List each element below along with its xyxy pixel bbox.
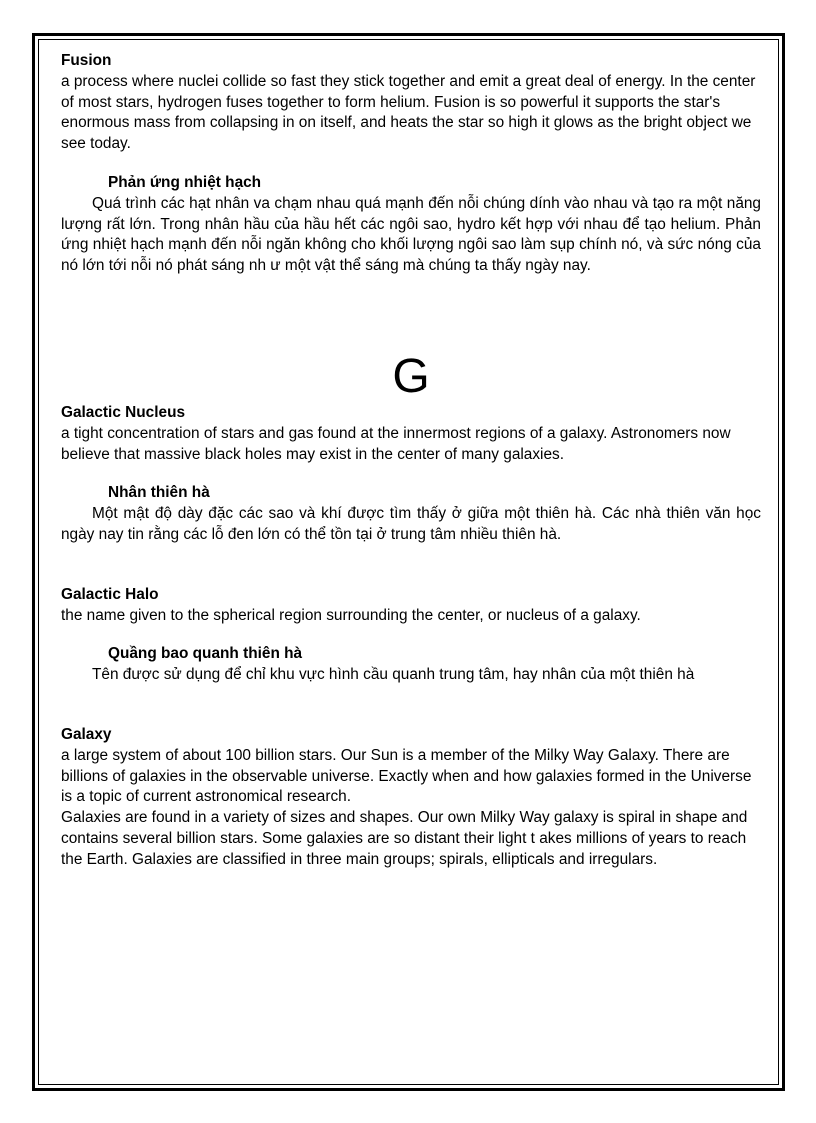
entry-fusion bbox=[61, 51, 761, 277]
term-definition-continued: Galaxies are found in a variety of sizes and shapes. Our own Milky Way galaxy is spiral in shape and contains several billion stars. Some galaxies are so distant their light t akes millions of years to reach the Earth. Galaxies are classified in three main groups; spirals, ellipticals and irregulars. bbox=[61, 809, 748, 868]
vietnamese-definition: Một mật độ dày đặc các sao và khí được tìm thấy ở giữa một thiên hà. Các nhà thiên văn học ngày nay tin rằng các lỗ đen lớn có thể tồn tại ở trung tâm nhiều thiên hà. bbox=[61, 505, 761, 543]
vietnamese-term-heading: Nhân thiên hà bbox=[108, 484, 210, 502]
vietnamese-translation bbox=[61, 644, 761, 686]
term-definition: the name given to the spherical region surrounding the center, or nucleus of a galaxy. bbox=[61, 606, 641, 624]
vietnamese-definition: Quá trình các hạt nhân va chạm nhau quá mạnh đến nỗi chúng dính vào nhau và tạo ra một năng lượng rất lớn. Trong nhân hầu của hầu hết các ngôi sao, hydro kết hợp với nhau để tạo helium. Phản ứng nhiệt hạch mạnh đến nỗi ngăn không cho khối lượng ngôi sao làm sụp chính nó, và sức nóng của nó lớn tới nỗi nó phát sáng nh ư một vật thể sáng mà chúng ta thấy ngày nay. bbox=[61, 194, 761, 275]
term-definition: a process where nuclei collide so fast they stick together and emit a great deal of energy. In the center of most stars, hydrogen fuses together to form helium. Fusion is so powerful it supports the star's enormous mass from collapsing in on itself, and heats the star so high it glows as the bright object we see today. bbox=[61, 72, 756, 153]
term-heading: Galaxy bbox=[61, 725, 112, 743]
term-heading: Galactic Nucleus bbox=[61, 403, 186, 421]
term-definition: a large system of about 100 billion stars. Our Sun is a member of the Milky Way Galaxy. There are billions of galaxies in the observable universe. Exactly when and how galaxies formed in the Universe is a topic of current astronomical research. bbox=[61, 746, 752, 806]
section-letter: G bbox=[392, 349, 430, 403]
term-definition: a tight concentration of stars and gas found at the innermost regions of a galaxy. Astronomers now believe that massive black holes may exist in the center of many galaxies. bbox=[61, 424, 731, 463]
term-heading: Galactic Halo bbox=[61, 585, 159, 603]
term-heading: Fusion bbox=[61, 52, 112, 69]
vietnamese-translation bbox=[61, 483, 761, 545]
entry-galaxy bbox=[61, 725, 761, 871]
vietnamese-definition: Tên được sử dụng để chỉ khu vực hình cầu quanh trung tâm, hay nhân của một thiên hà bbox=[92, 666, 695, 684]
document-body bbox=[61, 51, 761, 871]
vietnamese-term-heading: Phản ứng nhiệt hạch bbox=[108, 173, 262, 191]
vietnamese-term-heading: Quầng bao quanh thiên hà bbox=[108, 645, 303, 663]
vietnamese-translation bbox=[61, 173, 761, 277]
entry-galactic-halo bbox=[61, 585, 761, 686]
entry-galactic-nucleus bbox=[61, 403, 761, 546]
